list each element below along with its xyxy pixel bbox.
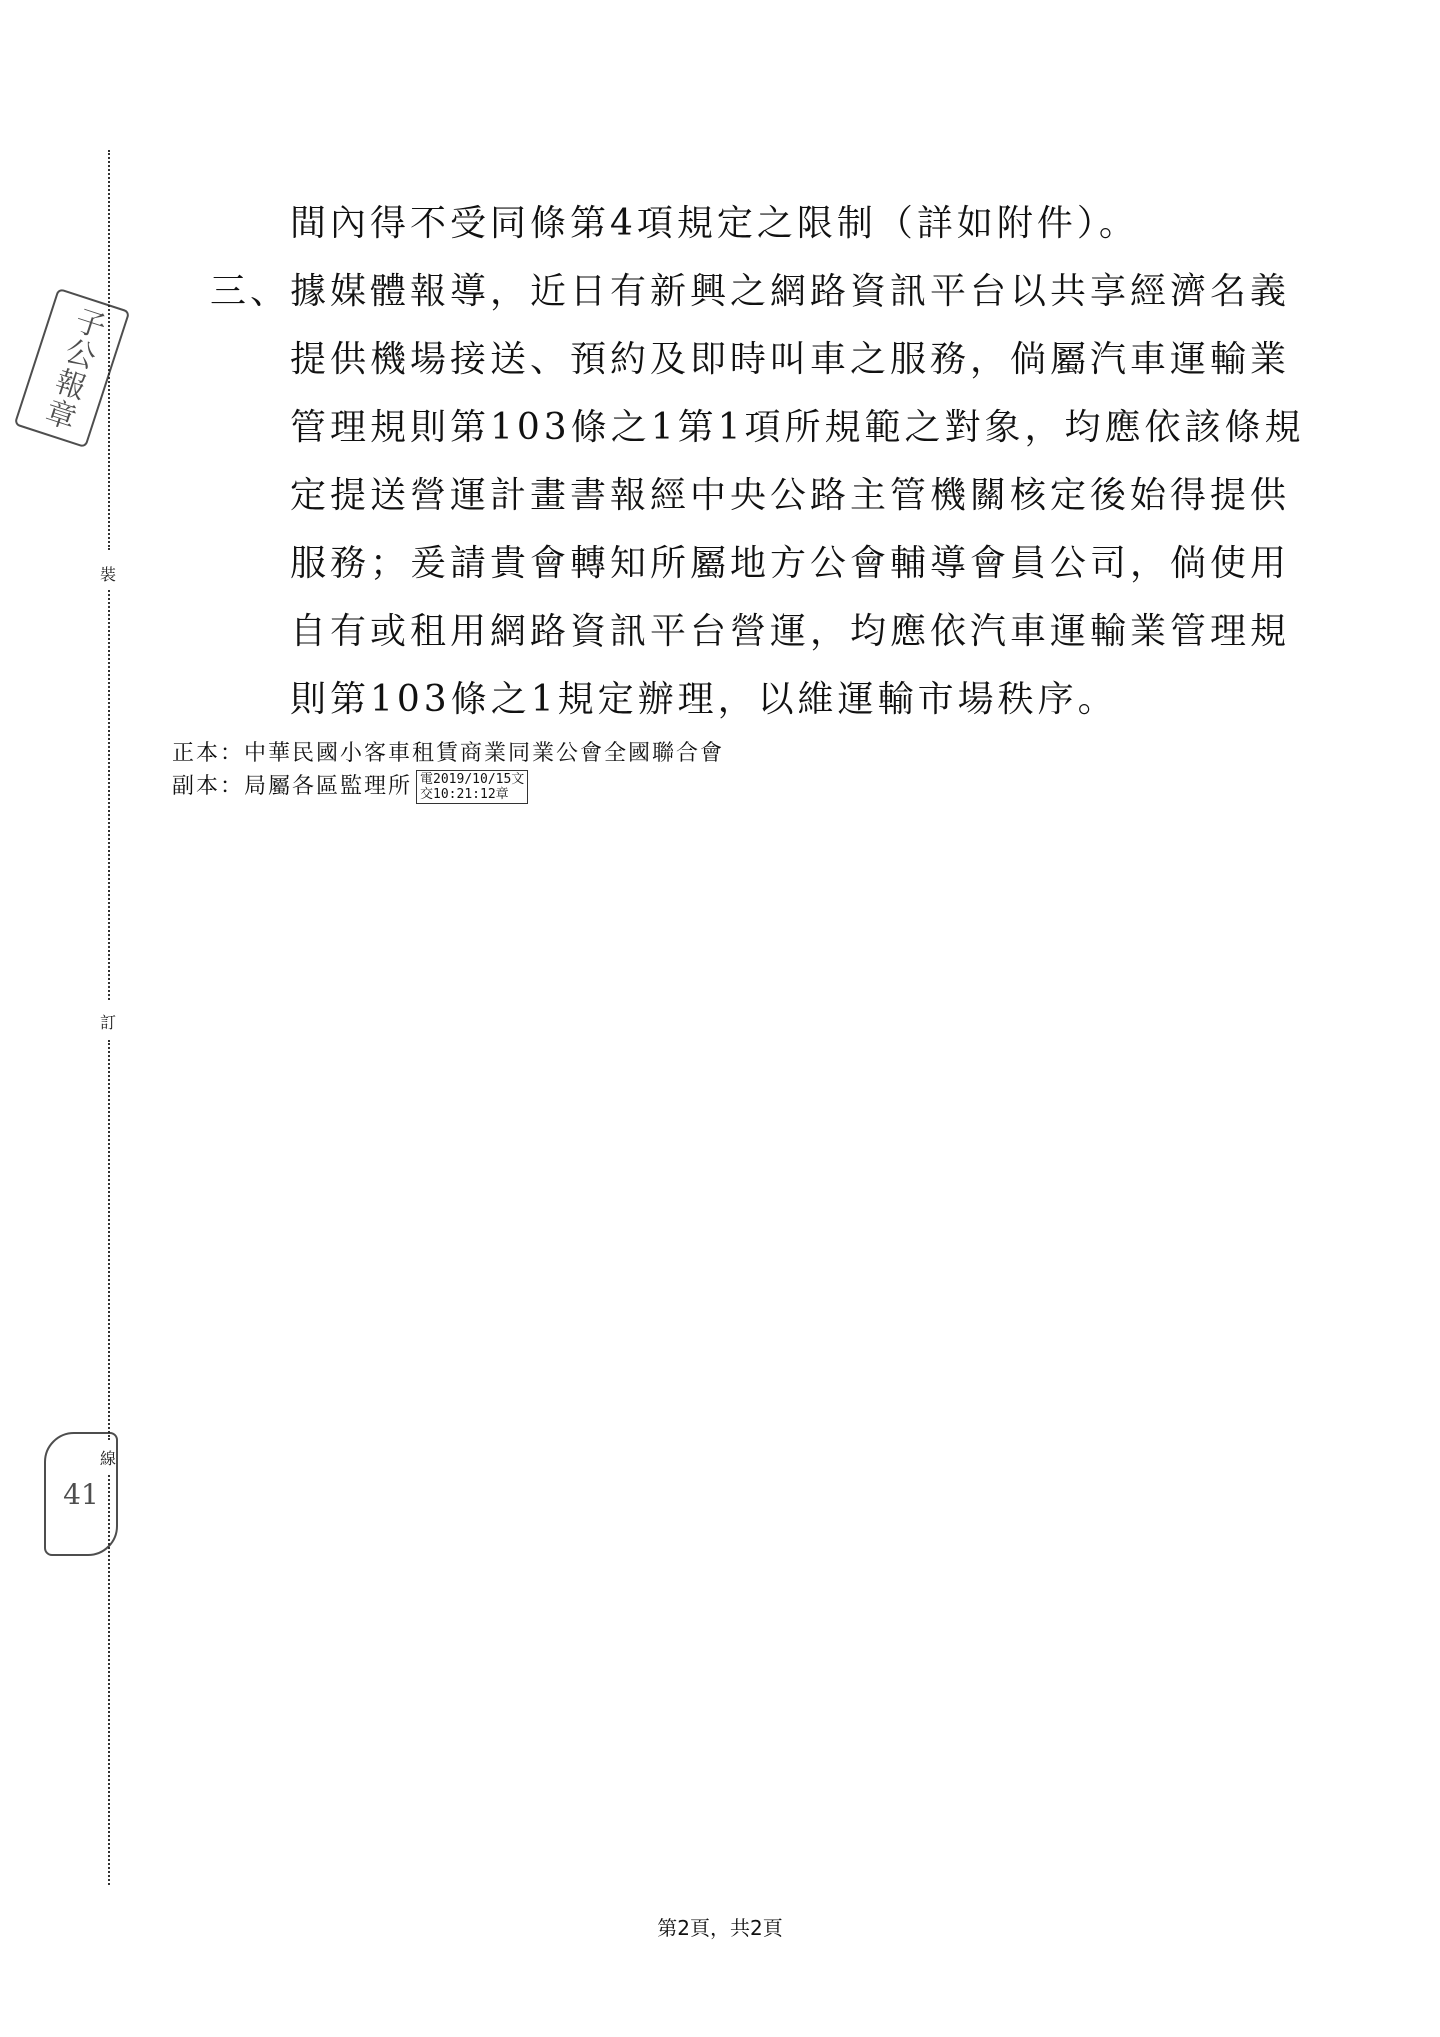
binding-line-mid xyxy=(108,590,110,1000)
body-line-6: 服務；爰請貴會轉知所屬地方公會輔導會員公司，倘使用 xyxy=(290,543,1291,584)
official-seal-bottom: 41 xyxy=(44,1432,118,1556)
original-value: 中華民國小客車租賃商業同業公會全國聯合會 xyxy=(244,741,725,766)
body-line-3: 提供機場接送、預約及即時叫車之服務，倘屬汽車運輸業 xyxy=(290,339,1291,380)
original-label: 正本： xyxy=(172,741,245,766)
body-line-5: 定提送營運計畫書報經中央公路主管機關核定後始得提供 xyxy=(290,475,1291,516)
page-number: 第2頁，共2頁 xyxy=(657,1916,783,1940)
body-line-2: 三、據媒體報導，近日有新興之網路資訊平台以共享經濟名義 xyxy=(210,271,1291,312)
stamp-line-2: 交10:21:12章 xyxy=(420,787,509,802)
body-line-8: 則第103條之1規定辦理，以維運輸市場秩序。 xyxy=(290,679,1118,720)
binding-label-zhuang: 裝 xyxy=(100,560,116,587)
binding-line-lower xyxy=(108,1040,110,1440)
electronic-stamp xyxy=(416,770,528,804)
original-recipient-row xyxy=(172,738,724,770)
document-body xyxy=(210,190,1305,734)
copy-value: 局屬各區監理所 xyxy=(244,774,413,799)
copy-recipient-row xyxy=(172,770,724,804)
body-line-1: 間內得不受同條第4項規定之限制（詳如附件）。 xyxy=(290,203,1139,244)
body-line-7: 自有或租用網路資訊平台營運，均應依汽車運輸業管理規 xyxy=(290,611,1291,652)
binding-label-xian: 線 xyxy=(100,1444,116,1471)
stamp-line-1: 電2019/10/15文 xyxy=(420,772,525,787)
recipients-block xyxy=(172,738,724,804)
copy-label: 副本： xyxy=(172,774,245,799)
body-line-4: 管理規則第103條之1第1項所規範之對象，均應依該條規 xyxy=(290,407,1305,448)
binding-label-ding: 訂 xyxy=(100,1008,116,1035)
official-seal-top: 子公報章 xyxy=(14,288,131,448)
